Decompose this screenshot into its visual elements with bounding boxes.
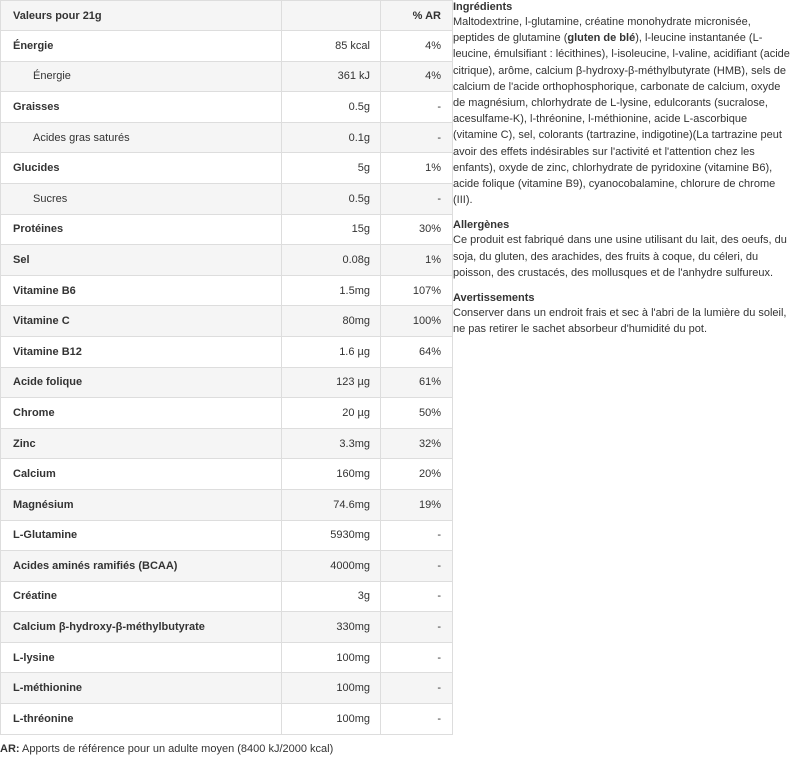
ingredients-allergen-highlight: gluten de blé — [567, 32, 636, 45]
nutrient-name: Acides aminés ramifiés (BCAA) — [1, 551, 282, 582]
product-info-panel — [453, 0, 793, 347]
nutrient-quantity: 160mg — [282, 459, 381, 490]
nutrient-name: Vitamine B6 — [1, 275, 282, 306]
nutrient-reference-intake: - — [381, 704, 453, 735]
nutrient-name: Glucides — [1, 153, 282, 184]
nutrient-name: L-Glutamine — [1, 520, 282, 551]
nutrient-name: Magnésium — [1, 489, 282, 520]
nutrient-name: Calcium β-hydroxy-β-méthylbutyrate — [1, 612, 282, 643]
header-quantity — [282, 1, 381, 31]
nutrient-reference-intake: - — [381, 122, 453, 153]
nutrient-name: Calcium — [1, 459, 282, 490]
nutrient-reference-intake: - — [381, 581, 453, 612]
table-row — [1, 367, 453, 398]
warnings-title: Avertissements — [453, 292, 535, 305]
table-header-row — [1, 1, 453, 31]
nutrient-quantity: 85 kcal — [282, 31, 381, 62]
table-row — [1, 459, 453, 490]
table-row — [1, 489, 453, 520]
table-row — [1, 92, 453, 123]
table-row — [1, 704, 453, 735]
header-reference-intake: % AR — [381, 1, 453, 31]
header-serving: Valeurs pour 21g — [1, 1, 282, 31]
nutrient-name: L-lysine — [1, 642, 282, 673]
ingredients-text-before: Maltodextrine, l-glutamine, créatine monohydrate micronisée, peptides de glutamine ( — [453, 16, 751, 45]
ingredients-title: Ingrédients — [453, 1, 513, 13]
nutrient-reference-intake: - — [381, 520, 453, 551]
nutrient-quantity: 20 µg — [282, 398, 381, 429]
allergens-section — [453, 218, 793, 281]
nutrient-reference-intake: - — [381, 183, 453, 214]
nutrient-reference-intake: 100% — [381, 306, 453, 337]
nutrient-reference-intake: 19% — [381, 489, 453, 520]
footnote-label: AR: — [0, 743, 20, 755]
table-row — [1, 336, 453, 367]
nutrient-reference-intake: 107% — [381, 275, 453, 306]
nutrient-reference-intake: - — [381, 673, 453, 704]
table-row — [1, 551, 453, 582]
table-row — [1, 581, 453, 612]
allergens-title: Allergènes — [453, 219, 510, 232]
table-row — [1, 214, 453, 245]
table-row — [1, 306, 453, 337]
table-row — [1, 153, 453, 184]
nutrient-name: L-méthionine — [1, 673, 282, 704]
nutrient-reference-intake: 4% — [381, 61, 453, 92]
nutrient-quantity: 100mg — [282, 673, 381, 704]
nutrient-reference-intake: 4% — [381, 31, 453, 62]
nutrient-reference-intake: 1% — [381, 245, 453, 276]
table-row — [1, 642, 453, 673]
table-row — [1, 428, 453, 459]
warnings-text: Conserver dans un endroit frais et sec à l'abri de la lumière du soleil, ne pas retirer le sachet absorbeur d'humidité du pot. — [453, 307, 787, 336]
nutrient-quantity: 4000mg — [282, 551, 381, 582]
allergens-text: Ce produit est fabriqué dans une usine utilisant du lait, des oeufs, du soja, du gluten, des arachides, des fruits à coque, du céleri, du poisson, des crustacés, des mollusques et de l'anhydre sulfureux. — [453, 234, 787, 279]
nutrient-quantity: 0.5g — [282, 183, 381, 214]
nutrient-name: L-thréonine — [1, 704, 282, 735]
nutrient-name: Sucres — [1, 183, 282, 214]
nutrient-reference-intake: - — [381, 92, 453, 123]
table-row — [1, 520, 453, 551]
table-body — [1, 31, 453, 735]
table-row — [1, 612, 453, 643]
nutrient-name: Créatine — [1, 581, 282, 612]
nutrient-quantity: 15g — [282, 214, 381, 245]
nutrient-reference-intake: 20% — [381, 459, 453, 490]
nutrient-name: Énergie — [1, 31, 282, 62]
nutrient-name: Énergie — [1, 61, 282, 92]
nutrient-name: Vitamine B12 — [1, 336, 282, 367]
warnings-section — [453, 291, 793, 337]
nutrient-quantity: 80mg — [282, 306, 381, 337]
nutrient-quantity: 330mg — [282, 612, 381, 643]
nutrient-quantity: 1.6 µg — [282, 336, 381, 367]
nutrient-quantity: 0.08g — [282, 245, 381, 276]
nutrient-name: Graisses — [1, 92, 282, 123]
nutrient-name: Sel — [1, 245, 282, 276]
table-row — [1, 183, 453, 214]
reference-intake-footnote — [0, 743, 333, 755]
nutrient-quantity: 100mg — [282, 704, 381, 735]
table-row — [1, 673, 453, 704]
table-row — [1, 398, 453, 429]
nutrient-reference-intake: 32% — [381, 428, 453, 459]
nutrient-quantity: 0.5g — [282, 92, 381, 123]
nutrient-reference-intake: 64% — [381, 336, 453, 367]
nutrient-name: Acide folique — [1, 367, 282, 398]
nutrient-quantity: 0.1g — [282, 122, 381, 153]
table-row — [1, 245, 453, 276]
ingredients-text-after: ), l-leucine instantanée (L-leucine, émulsifiant : lécithines), l-isoleucine, l-valine, acidifiant (acide citrique), arôme, calcium β-hydroxy-β-méthylbutyrate (HMB), sels de calcium de l'acide orthophosphorique, carbonate de calcium, oxyde de magnésium, chlorhydrate de L-lysine, edulcorants (sucralose, acesulfame-K), l-thréonine, l-méthionine, acide L-ascorbique (vitamine C), sel, colorants (tartrazine, indigotine)(La tartrazine peut avoir des effets indésirables sur l'activité et l'attention chez les enfants), oxyde de zinc, chlorhydrate de pyridoxine (vitamine B6), acide folique (vitamine B9), cyanocobalamine, chlorure de chrome (III). — [453, 32, 790, 207]
table-row — [1, 31, 453, 62]
table-row — [1, 61, 453, 92]
nutrient-reference-intake: 30% — [381, 214, 453, 245]
nutrient-quantity: 5930mg — [282, 520, 381, 551]
footnote-text: Apports de référence pour un adulte moyen (8400 kJ/2000 kcal) — [19, 743, 334, 755]
ingredients-section — [453, 0, 793, 208]
nutrient-quantity: 5g — [282, 153, 381, 184]
nutrient-reference-intake: 61% — [381, 367, 453, 398]
table-row — [1, 122, 453, 153]
nutrient-quantity: 361 kJ — [282, 61, 381, 92]
nutrient-quantity: 74.6mg — [282, 489, 381, 520]
nutrient-name: Chrome — [1, 398, 282, 429]
nutrient-reference-intake: - — [381, 642, 453, 673]
nutrient-quantity: 3.3mg — [282, 428, 381, 459]
nutrient-name: Vitamine C — [1, 306, 282, 337]
nutrient-name: Zinc — [1, 428, 282, 459]
nutrient-reference-intake: 50% — [381, 398, 453, 429]
nutrient-quantity: 1.5mg — [282, 275, 381, 306]
ingredients-text — [453, 14, 793, 208]
table-row — [1, 275, 453, 306]
nutrient-reference-intake: - — [381, 612, 453, 643]
nutrient-reference-intake: 1% — [381, 153, 453, 184]
nutrient-name: Acides gras saturés — [1, 122, 282, 153]
nutrient-quantity: 3g — [282, 581, 381, 612]
nutrient-name: Protéines — [1, 214, 282, 245]
nutrient-quantity: 123 µg — [282, 367, 381, 398]
nutrient-reference-intake: - — [381, 551, 453, 582]
nutrient-quantity: 100mg — [282, 642, 381, 673]
